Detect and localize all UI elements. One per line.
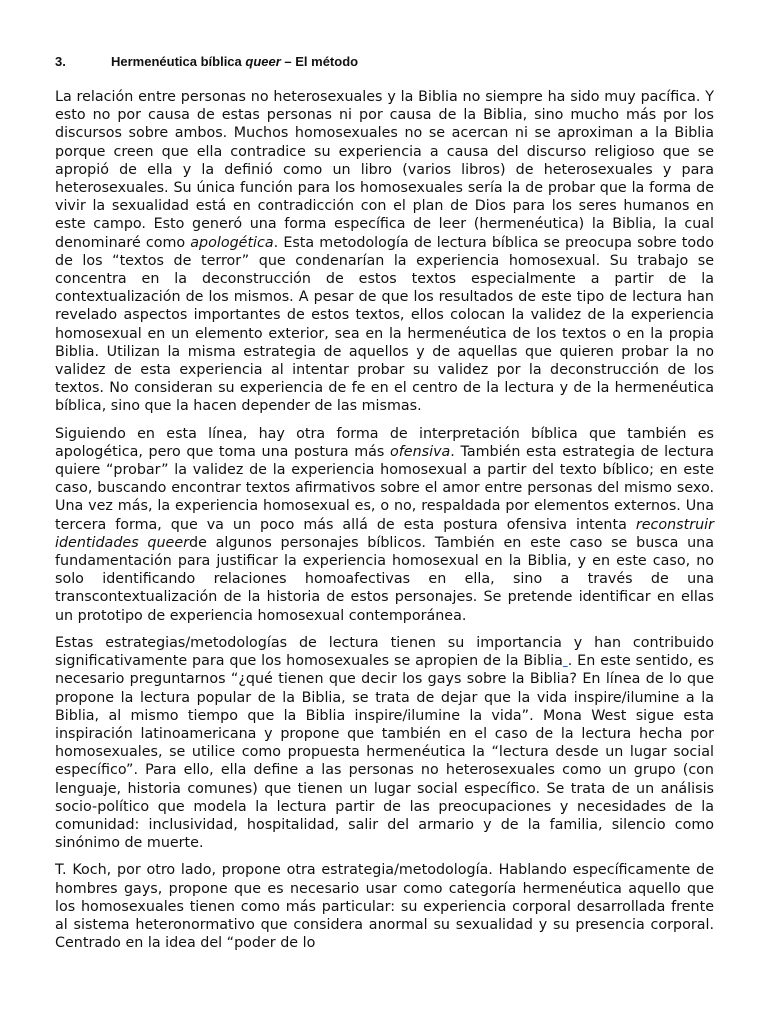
section-heading — [55, 54, 714, 70]
section-title: Hermenéutica bíblica queer – El método — [111, 54, 359, 69]
paragraph-2: Siguiendo en esta línea, hay otra forma de interpretación bíblica que también es apologética, pero que toma una postura más ofensiva. También esta estrategia de lectura quiere “probar” la validez de la experiencia homosexual a partir del texto bíblico; en este caso, buscando encontrar textos afirmativos sobre el amor entre personas del mismo sexo. Una vez más, la experiencia homosexual es, o no, respaldada por elementos externos. Una tercera forma, que va un poco más allá de esta postura ofensiva intenta reconstruir identidades queerde algunos personajes bíblicos. También en este caso se busca una fundamentación para justificar la experiencia homosexual en la Biblia, y en este caso, no solo identificando relaciones homoafectivas en ella, sino a través de una transcontextualización de la historia de estos personajes. Se pretende identificar en ellas un prototipo de experiencia homosexual contemporánea. — [55, 425, 715, 624]
section-number: 3. — [55, 54, 66, 69]
paragraph-4: T. Koch, por otro lado, propone otra estrategia/metodología. Hablando específicamente de hombres gays, propone que es necesario usar como categoría hermenéutica aquello que los homosexuales tienen como más particular: su experiencia corporal desarrollada frente al sistema heteronormativo que considera anormal su sexualidad y su presencia corporal. Centrado en la idea del “poder de lo — [55, 862, 714, 952]
paragraph-3: Estas estrategias/metodologías de lectura tienen su importancia y han contribuido significativamente para que los homosexuales se apropien de la Biblia . En este sentido, es necesario preguntarnos “¿qué tienen que decir los gays sobre la Biblia? En línea de lo que propone la lectura popular de la Biblia, se trata de dejar que la vida inspire/ilumine a la Biblia, al mismo tiempo que la Biblia inspire/ilumine la vida”. Mona West sigue esta inspiración latinoamericana y propone que también en el caso de la lectura hecha por homosexuales, se utilice como propuesta hermenéutica la “lectura desde un lugar social específico”. Para ello, ella define a las personas no heterosexuales como un grupo (con lenguaje, historia comunes) que tienen un lugar social específico. Se trata de un análisis socio-político que modela la lectura partir de las preocupaciones y necesidades de la comunidad: inclusividad, hospitalidad, salir del armario y de la familia, silencio como sinónimo de muerte. — [55, 634, 715, 852]
paragraph-1: La relación entre personas no heterosexuales y la Biblia no siempre ha sido muy pacífica. Y esto no por causa de estas personas ni por causa de la Biblia, sino mucho más por los discursos sobre ambos. Muchos homosexuales no se acercan ni se aproximan a la Biblia porque creen que ella contradice su experiencia a causa del discurso religioso que se apropió de ella y la definió como un libro (varios libros) de heterosexuales y para heterosexuales. Su única función para los homosexuales sería la de probar que la forma de vivir la sexualidad está en contradicción con el plan de Dios para los seres humanos en este campo. Esto generó una forma específica de leer (hermenéutica) la Biblia, la cual denominaré como apologética. Esta metodología de lectura bíblica se preocupa sobre todo de los “textos de terror” que condenarían la experiencia homosexual. Su trabajo se concentra en la deconstrucción de estos textos especialmente a partir de la contextualización de los mismos. A pesar de que los resultados de este tipo de lectura han revelado aspectos importantes de estos textos, ellos colocan la validez de la experiencia homosexual en un elemento exterior, sea en la hermenéutica de los textos o en la propia Biblia. Utilizan la misma estrategia de aquellos y de aquellas que quieren probar la no validez de esta experiencia al intentar probar su validez por la deconstrucción de los textos. No consideran su experiencia de fe en el centro de la lectura y de la hermenéutica bíblica, sino que la hacen depender de las mismas. — [55, 89, 714, 415]
